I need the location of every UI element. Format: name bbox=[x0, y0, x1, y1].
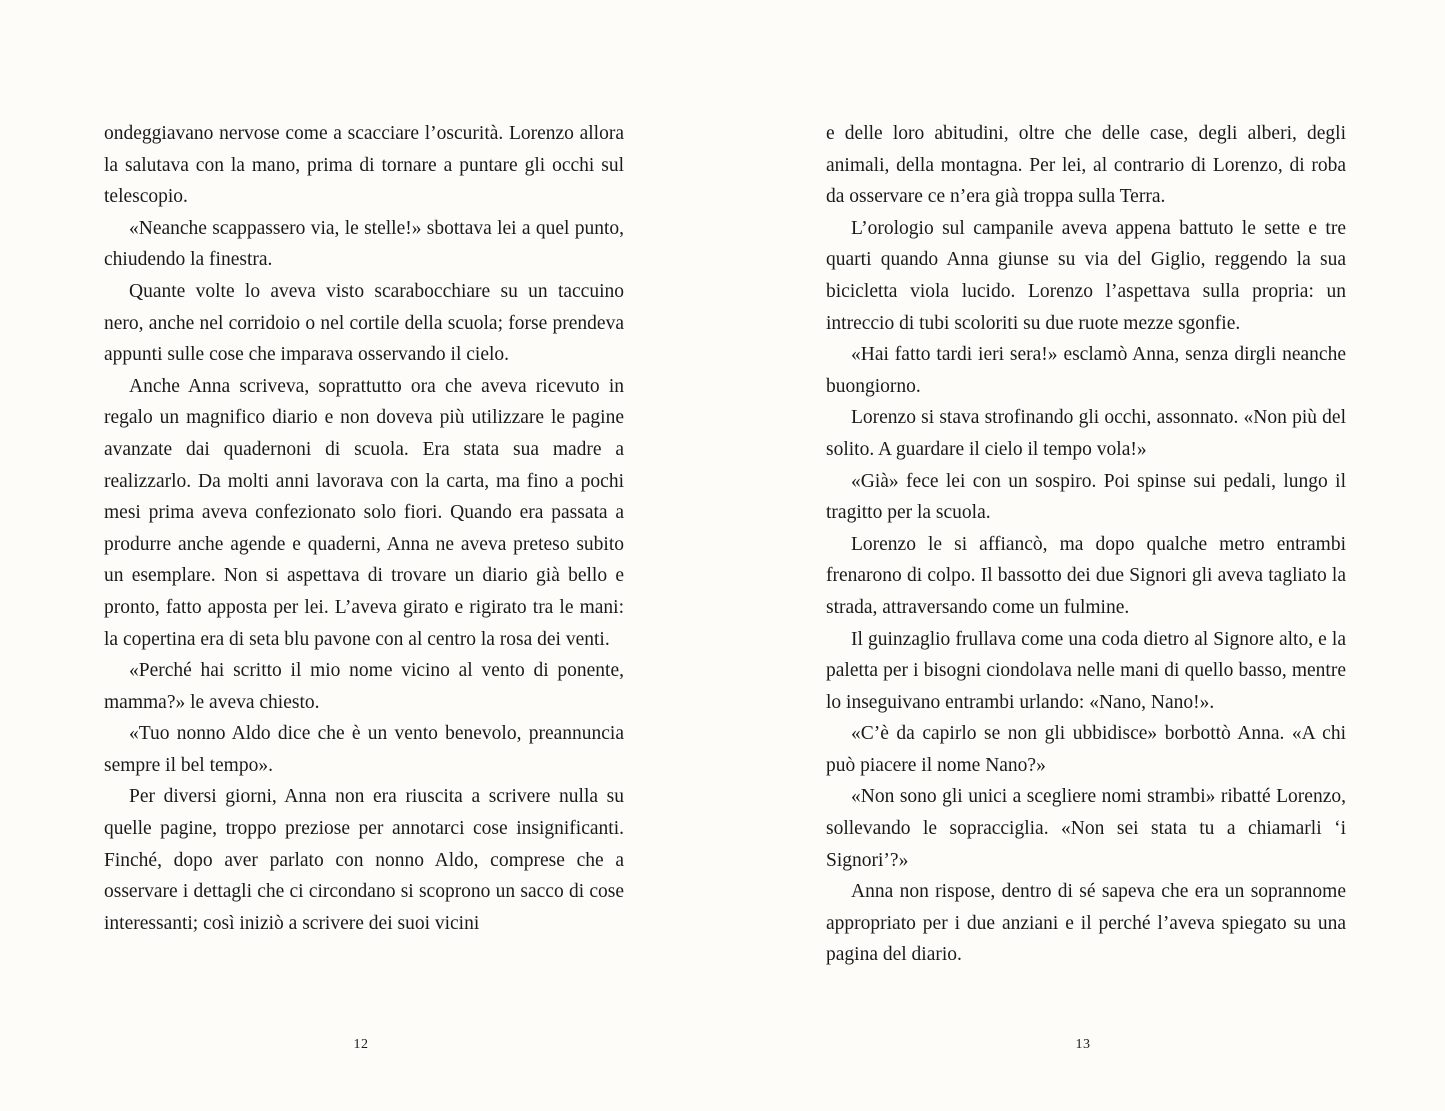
paragraph: «Perché hai scritto il mio nome vicino al vento di ponente, mamma?» le aveva chiesto. bbox=[104, 660, 624, 713]
paragraph: Anche Anna scriveva, soprattutto ora che aveva ricevuto in regalo un magnifico diario e non doveva più utilizzare le pagine avanzate dai quadernoni di scuola. Era stata sua madre a realizzarlo. Da molti anni lavorava con la carta, ma fino a pochi mesi prima aveva confezionato solo fiori. Quando era passata a produrre anche agende e quaderni, Anna ne aveva preteso subito un esemplare. Non si aspettava di trovare un diario già bello e pronto, fatto apposta per lei. L’aveva girato e rigirato tra le mani: la copertina era di seta blu pavone con al centro la rosa dei venti. bbox=[104, 375, 624, 650]
page-number-right: 13 bbox=[1075, 1037, 1091, 1052]
paragraph: Quante volte lo aveva visto scarabocchiare su un taccuino nero, anche nel corridoio o nel cortile della scuola; forse prendeva appunti sulle cose che imparava osservando il cielo. bbox=[104, 280, 624, 366]
paragraph: «Neanche scappassero via, le stelle!» sbottava lei a quel punto, chiudendo la finestra. bbox=[104, 217, 624, 271]
paragraph: Il guinzaglio frullava come una coda dietro al Signore alto, e la paletta per i bisogni ciondolava nelle mani di quello basso, mentre lo inseguivano entrambi urlando: «Nano, Nano!». bbox=[826, 628, 1346, 713]
right-page bbox=[722, 0, 1444, 1111]
paragraph: Per diversi giorni, Anna non era riuscita a scrivere nulla su quelle pagine, troppo preziose per annotarci cose insignificanti. Finché, dopo aver parlato con nonno Aldo, comprese che a osservare i dettagli che ci circondano si scoprono un sacco di cose interessanti; così iniziò a scrivere dei suoi vicini bbox=[104, 786, 624, 934]
paragraph: «C’è da capirlo se non gli ubbidisce» borbottò Anna. «A chi può piacere il nome Nano?» bbox=[826, 723, 1346, 776]
left-page bbox=[0, 0, 722, 1111]
paragraph: ondeggiavano nervose come a scacciare l’oscurità. Lorenzo allora la salutava con la mano, prima di tornare a puntare gli occhi sul telescopio. bbox=[104, 123, 624, 208]
paragraph: Anna non rispose, dentro di sé sapeva che era un soprannome appropriato per i due anziani e il perché l’aveva spiegato su una pagina del diario. bbox=[826, 881, 1346, 966]
paragraph: e delle loro abitudini, oltre che delle case, degli alberi, degli animali, della montagna. Per lei, al contrario di Lorenzo, di roba da osservare ce n’era già troppa sulla Terra. bbox=[826, 123, 1346, 208]
paragraph: L’orologio sul campanile aveva appena battuto le sette e tre quarti quando Anna giunse su via del Giglio, reggendo la sua bicicletta viola lucido. Lorenzo l’aspettava sulla propria: un intreccio di tubi scoloriti su due ruote mezze sgonfie. bbox=[826, 217, 1346, 334]
right-page-body bbox=[826, 118, 1346, 971]
paragraph: Lorenzo si stava strofinando gli occhi, assonnato. «Non più del solito. A guardare il cielo il tempo vola!» bbox=[826, 407, 1346, 460]
paragraph: «Non sono gli unici a scegliere nomi strambi» ribatté Lorenzo, sollevando le sopracciglia. «Non sei stata tu a chiamarli ‘i Signori’?» bbox=[826, 786, 1346, 871]
paragraph: «Hai fatto tardi ieri sera!» esclamò Anna, senza dirgli neanche buongiorno. bbox=[826, 344, 1346, 397]
page-number-left: 12 bbox=[353, 1037, 369, 1052]
left-page-body bbox=[104, 118, 624, 939]
paragraph: «Tuo nonno Aldo dice che è un vento benevolo, preannuncia sempre il bel tempo». bbox=[104, 723, 624, 776]
paragraph: Lorenzo le si affiancò, ma dopo qualche metro entrambi frenarono di colpo. Il bassotto dei due Signori gli aveva tagliato la strada, attraversando come un fulmine. bbox=[826, 533, 1346, 618]
paragraph: «Già» fece lei con un sospiro. Poi spinse sui pedali, lungo il tragitto per la scuola. bbox=[826, 470, 1346, 524]
